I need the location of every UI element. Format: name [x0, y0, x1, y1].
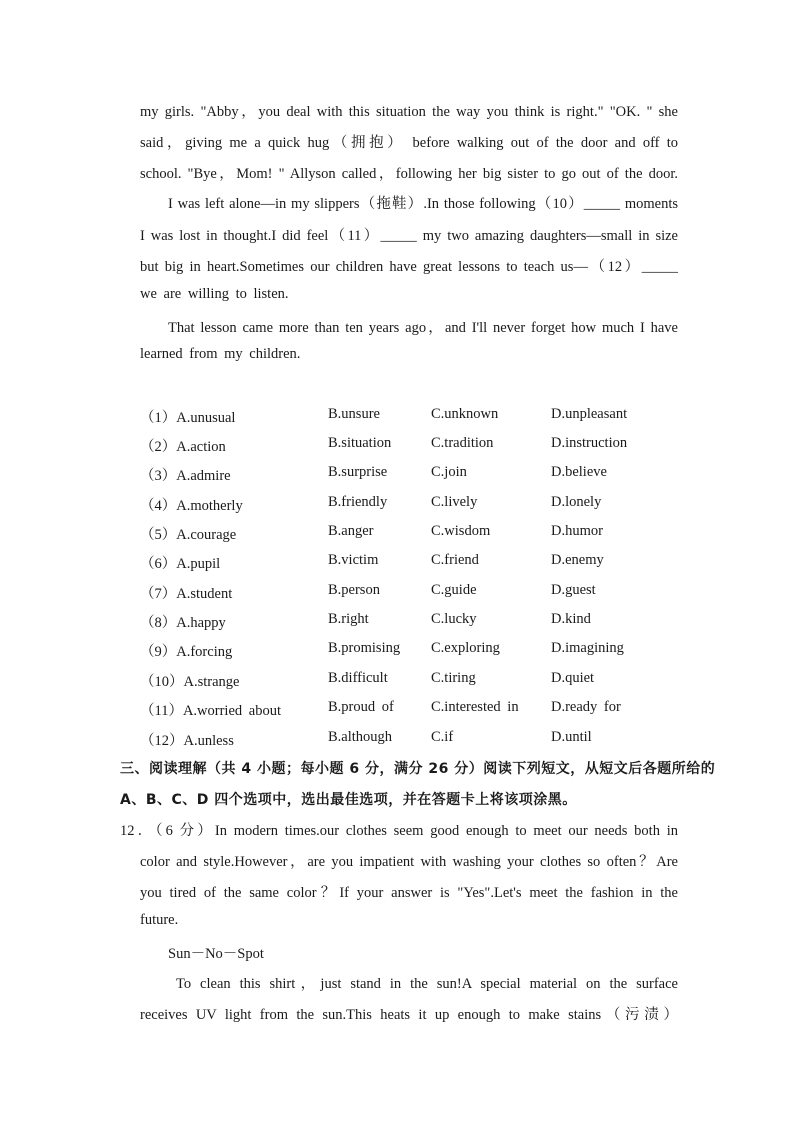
section-heading: 三、阅读理解（共 4 小题；每小题 6 分，满分 26 分）阅读下列短文，从短文后各题所给的 — [120, 761, 716, 777]
option-d: D.humor — [551, 523, 603, 539]
option-c: C.join — [431, 464, 467, 480]
option-row — [140, 464, 680, 486]
option-b: B.victim — [328, 552, 379, 568]
option-c: C.interested in — [431, 699, 519, 715]
option-row — [140, 670, 680, 692]
option-c: C.tradition — [431, 435, 494, 451]
option-row — [140, 729, 680, 751]
option-row — [140, 494, 680, 516]
option-b: B.unsure — [328, 406, 380, 422]
option-c: C.if — [431, 729, 454, 745]
option-c: C.lucky — [431, 611, 477, 627]
option-a: （3）A.admire — [140, 468, 231, 484]
option-d: D.instruction — [551, 435, 628, 451]
option-row — [140, 523, 680, 545]
option-d: D.kind — [551, 611, 591, 627]
option-b: B.person — [328, 582, 380, 598]
passage-line: school. "Bye，Mom! " Allyson called，following her big sister to go out of the door. — [140, 166, 678, 182]
passage-line: but big in heart.Sometimes our children have great lessons to teach us—（12）_____ — [140, 259, 678, 275]
article-line: To clean this shirt，just stand in the sun!A special material on the surface — [176, 976, 678, 992]
option-a: （4）A.motherly — [140, 498, 243, 514]
option-c: C.guide — [431, 582, 477, 598]
passage-line: learned from my children. — [140, 346, 301, 362]
option-row — [140, 552, 680, 574]
option-b: B.promising — [328, 640, 401, 656]
option-a: （2）A.action — [140, 439, 226, 455]
option-row — [140, 640, 680, 662]
option-c: C.unknown — [431, 406, 499, 422]
question-line: color and style.However，are you impatient with washing your clothes so often？Are — [140, 854, 678, 870]
option-b: B.difficult — [328, 670, 388, 686]
question-line: future. — [140, 912, 179, 928]
option-a: （6）A.pupil — [140, 556, 221, 572]
option-d: D.unpleasant — [551, 406, 628, 422]
option-d: D.imagining — [551, 640, 624, 656]
option-a: （12）A.unless — [140, 733, 234, 749]
question-line: you tired of the same color？If your answer is "Yes".Let's meet the fashion in the — [140, 885, 678, 901]
passage-line: we are willing to listen. — [140, 286, 289, 302]
option-row — [140, 611, 680, 633]
option-a: （11）A.worried about — [140, 703, 281, 719]
option-row — [140, 699, 680, 721]
passage-line: I was left alone—in my slippers（拖鞋）.In those following（10）_____ moments — [168, 196, 678, 212]
passage-line: That lesson came more than ten years ago，and I'll never forget how much I have — [168, 320, 678, 336]
option-c: C.exploring — [431, 640, 500, 656]
option-c: C.friend — [431, 552, 479, 568]
option-d: D.enemy — [551, 552, 604, 568]
option-d: D.guest — [551, 582, 596, 598]
article-subtitle: Sun－No－Spot — [168, 946, 264, 962]
option-row — [140, 435, 680, 457]
option-b: B.right — [328, 611, 369, 627]
article-line: receives UV light from the sun.This heats it up enough to make stains（污渍） — [140, 1007, 678, 1023]
option-b: B.surprise — [328, 464, 388, 480]
option-b: B.although — [328, 729, 393, 745]
option-a: （7）A.student — [140, 586, 233, 602]
option-b: B.friendly — [328, 494, 388, 510]
option-row — [140, 406, 680, 428]
option-d: D.believe — [551, 464, 607, 480]
option-b: B.anger — [328, 523, 374, 539]
passage-line: said，giving me a quick hug（拥抱） before walking out of the door and off to — [140, 135, 678, 151]
passage-line: I was lost in thought.I did feel（11）_____ my two amazing daughters—small in size — [140, 228, 678, 244]
option-c: C.tiring — [431, 670, 476, 686]
question-line: 12．（6 分）In modern times.our clothes seem good enough to meet our needs both in — [120, 823, 678, 839]
option-d: D.ready for — [551, 699, 621, 715]
option-a: （5）A.courage — [140, 527, 237, 543]
option-c: C.wisdom — [431, 523, 491, 539]
option-a: （8）A.happy — [140, 615, 226, 631]
option-c: C.lively — [431, 494, 478, 510]
option-a: （9）A.forcing — [140, 644, 233, 660]
option-a: （1）A.unusual — [140, 410, 236, 426]
passage-line: my girls. "Abby，you deal with this situation the way you think is right." "OK. " she — [140, 104, 678, 120]
option-row — [140, 582, 680, 604]
option-b: B.proud of — [328, 699, 394, 715]
option-b: B.situation — [328, 435, 392, 451]
option-d: D.until — [551, 729, 592, 745]
option-a: （10）A.strange — [140, 674, 240, 690]
option-d: D.quiet — [551, 670, 595, 686]
section-heading: A、B、C、D 四个选项中，选出最佳选项，并在答题卡上将该项涂黑。 — [120, 792, 577, 808]
option-d: D.lonely — [551, 494, 602, 510]
